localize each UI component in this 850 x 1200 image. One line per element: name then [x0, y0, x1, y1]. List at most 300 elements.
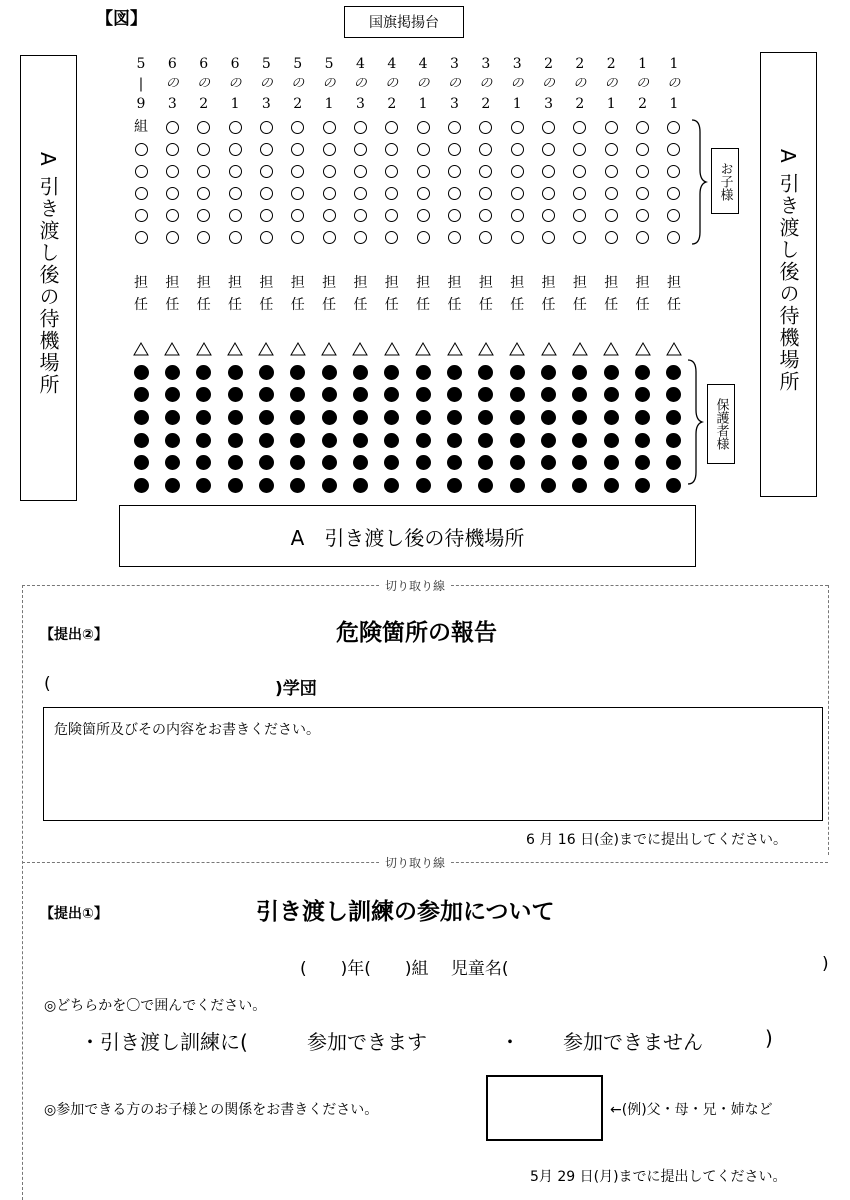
child-position-marker: [636, 121, 649, 134]
class-grade-number: 6: [230, 56, 240, 72]
teacher-label: 任: [604, 297, 619, 313]
guardian-position-marker: [353, 433, 368, 448]
child-position-marker: [417, 187, 430, 200]
child-position-marker: [229, 187, 242, 200]
guardian-position-marker: [604, 433, 619, 448]
teacher-label: 担: [447, 275, 462, 291]
cut-line-left: [22, 585, 23, 1200]
guardians-label: 保護者様: [707, 384, 735, 464]
guardians-brace: [684, 358, 706, 486]
teacher-label: 任: [290, 297, 305, 313]
class-kind-label: 組: [134, 119, 148, 135]
teacher-label: 担: [165, 275, 180, 291]
teacher-label: 担: [572, 275, 587, 291]
child-position-marker: [605, 231, 618, 244]
form2-deadline: 6 月 16 日(金)までに提出してください。: [526, 832, 787, 848]
guardian-position-marker: [416, 410, 431, 425]
class-column: [598, 54, 624, 497]
relation-input-box[interactable]: [486, 1075, 603, 1141]
child-position-marker: [229, 165, 242, 178]
guardian-position-marker: [447, 433, 462, 448]
child-position-marker: [636, 187, 649, 200]
teacher-position-marker: [666, 342, 682, 356]
child-position-marker: [229, 231, 242, 244]
child-position-marker: [511, 143, 524, 156]
class-room-number: 1: [230, 96, 240, 112]
guardian-position-marker: [541, 433, 556, 448]
class-room-number: 2: [638, 96, 648, 112]
child-position-marker: [573, 143, 586, 156]
class-column: [379, 54, 405, 497]
guardian-position-marker: [541, 410, 556, 425]
guardian-position-marker: [384, 478, 399, 493]
guardian-position-marker: [165, 433, 180, 448]
child-position-marker: [667, 187, 680, 200]
class-grade-number: 4: [387, 56, 397, 72]
guardian-position-marker: [134, 433, 149, 448]
teacher-label: 任: [478, 297, 493, 313]
child-position-marker: [323, 231, 336, 244]
child-position-marker: [667, 209, 680, 222]
child-position-marker: [636, 231, 649, 244]
teacher-position-marker: [635, 342, 651, 356]
guardian-position-marker: [541, 455, 556, 470]
class-column: [347, 54, 373, 497]
child-position-marker: [354, 209, 367, 222]
guardian-position-marker: [666, 410, 681, 425]
class-separator: の: [353, 76, 367, 91]
teacher-label: 担: [510, 275, 525, 291]
child-position-marker: [542, 231, 555, 244]
option-attend[interactable]: 参加できます: [307, 1030, 427, 1054]
class-column: [410, 54, 436, 497]
student-info-line[interactable]: ( )年( )組 児童名(: [300, 959, 509, 979]
guardian-position-marker: [510, 478, 525, 493]
guardian-position-marker: [416, 455, 431, 470]
guardian-position-marker: [478, 365, 493, 380]
class-column: [253, 54, 279, 497]
guardian-position-marker: [572, 455, 587, 470]
teacher-label: 担: [666, 275, 681, 291]
child-position-marker: [667, 165, 680, 178]
guardian-position-marker: [322, 387, 337, 402]
class-grade-number: 6: [167, 56, 177, 72]
child-position-marker: [197, 231, 210, 244]
teacher-label: 担: [134, 275, 148, 291]
class-column: [128, 54, 154, 497]
guardian-position-marker: [134, 455, 149, 470]
guardian-position-marker: [666, 387, 681, 402]
teacher-label: 担: [478, 275, 493, 291]
guardian-position-marker: [196, 478, 211, 493]
teacher-label: 任: [666, 297, 681, 313]
class-column: [630, 54, 656, 497]
wait-area-left-label: A 引き渡し後の待機場所: [36, 152, 60, 397]
child-position-marker: [197, 187, 210, 200]
child-position-marker: [291, 187, 304, 200]
child-position-marker: [385, 231, 398, 244]
child-position-marker: [542, 209, 555, 222]
guardian-position-marker: [322, 365, 337, 380]
guardian-position-marker: [228, 387, 243, 402]
child-position-marker: [291, 231, 304, 244]
child-position-marker: [605, 187, 618, 200]
child-position-marker: [605, 209, 618, 222]
class-grade-number: 5: [324, 56, 334, 72]
child-position-marker: [229, 209, 242, 222]
guardian-position-marker: [416, 478, 431, 493]
guardian-position-marker: [165, 387, 180, 402]
class-separator: の: [197, 76, 211, 91]
guardian-position-marker: [353, 410, 368, 425]
teacher-label: 任: [259, 297, 274, 313]
guardian-position-marker: [572, 410, 587, 425]
guardian-position-marker: [228, 365, 243, 380]
child-position-marker: [511, 209, 524, 222]
teacher-position-marker: [384, 342, 400, 356]
guardian-position-marker: [228, 455, 243, 470]
child-position-marker: [448, 187, 461, 200]
guardian-position-marker: [353, 387, 368, 402]
child-position-marker: [511, 165, 524, 178]
child-position-marker: [323, 165, 336, 178]
child-position-marker: [479, 165, 492, 178]
form1-title: 引き渡し訓練の参加について: [256, 899, 555, 925]
cut-line-label-2: 切り取り線: [379, 854, 451, 871]
class-grade-number: 5: [261, 56, 271, 72]
figure-label: 【図】: [96, 9, 147, 29]
teacher-label: 担: [416, 275, 431, 291]
child-position-marker: [605, 165, 618, 178]
class-grade-number: 3: [450, 56, 459, 72]
class-column: [567, 54, 593, 497]
child-position-marker: [448, 165, 461, 178]
guardian-position-marker: [165, 410, 180, 425]
teacher-position-marker: [415, 342, 431, 356]
teacher-position-marker: [133, 342, 149, 356]
class-separator: の: [542, 76, 556, 91]
form2-tag: 【提出②】: [40, 627, 108, 643]
class-separator: の: [259, 76, 273, 91]
guardian-position-marker: [384, 365, 399, 380]
class-separator: の: [228, 76, 242, 91]
option-separator: ・: [500, 1030, 520, 1054]
guardian-position-marker: [447, 387, 462, 402]
class-column: [159, 54, 185, 497]
child-position-marker: [385, 121, 398, 134]
child-position-marker: [573, 165, 586, 178]
guardian-position-marker: [447, 478, 462, 493]
class-column: [504, 54, 530, 497]
guardian-position-marker: [290, 478, 305, 493]
child-position-marker: [135, 187, 148, 200]
teacher-label: 担: [322, 275, 337, 291]
attend-prefix: ・引き渡し訓練に(: [80, 1030, 248, 1054]
guardian-position-marker: [228, 433, 243, 448]
guardian-position-marker: [416, 365, 431, 380]
class-grade-number: 3: [481, 56, 491, 72]
guardian-position-marker: [635, 410, 650, 425]
guardian-position-marker: [196, 387, 211, 402]
instruction-relation: ◎参加できる方のお子様との関係をお書きください。: [44, 1102, 379, 1118]
teacher-label: 任: [416, 297, 431, 313]
class-column: [222, 54, 248, 497]
class-grade-number: 5: [293, 56, 303, 72]
child-position-marker: [323, 143, 336, 156]
cut-line-right: [828, 585, 829, 855]
guardian-position-marker: [259, 455, 274, 470]
guardian-position-marker: [478, 410, 493, 425]
guardian-position-marker: [510, 387, 525, 402]
class-separator: の: [165, 76, 179, 91]
child-position-marker: [479, 143, 492, 156]
teacher-label: 担: [384, 275, 399, 291]
class-separator: の: [385, 76, 399, 91]
teacher-label: 担: [259, 275, 274, 291]
child-position-marker: [667, 121, 680, 134]
option-not-attend[interactable]: 参加できません: [563, 1030, 703, 1054]
child-position-marker: [573, 121, 586, 134]
teacher-label: 任: [228, 297, 243, 313]
wait-area-right-label: A 引き渡し後の待機場所: [776, 149, 800, 394]
teacher-position-marker: [603, 342, 619, 356]
child-position-marker: [260, 121, 273, 134]
child-position-marker: [511, 121, 524, 134]
class-grade-number: 1: [669, 56, 679, 72]
teacher-position-marker: [321, 342, 337, 356]
teacher-label: 担: [604, 275, 619, 291]
guardian-position-marker: [322, 478, 337, 493]
teacher-label: 任: [165, 297, 180, 313]
class-separator: の: [447, 76, 461, 91]
guardian-position-marker: [541, 365, 556, 380]
child-position-marker: [479, 231, 492, 244]
child-position-marker: [197, 121, 210, 134]
guardian-position-marker: [228, 478, 243, 493]
child-position-marker: [354, 231, 367, 244]
teacher-position-marker: [290, 342, 306, 356]
child-position-marker: [291, 121, 304, 134]
guardian-position-marker: [290, 387, 305, 402]
class-column: [191, 54, 217, 497]
child-position-marker: [291, 165, 304, 178]
class-separator: の: [416, 76, 430, 91]
child-position-marker: [605, 143, 618, 156]
guardian-position-marker: [384, 433, 399, 448]
child-position-marker: [605, 121, 618, 134]
guardian-position-marker: [541, 387, 556, 402]
child-position-marker: [573, 187, 586, 200]
teacher-label: 任: [572, 297, 587, 313]
class-grade-number: 1: [638, 56, 648, 72]
child-position-marker: [417, 209, 430, 222]
guardian-position-marker: [510, 410, 525, 425]
child-position-marker: [636, 143, 649, 156]
class-separator: |: [138, 76, 144, 92]
teacher-label: 任: [635, 297, 650, 313]
class-grade-number: 3: [512, 56, 522, 72]
child-position-marker: [260, 165, 273, 178]
child-position-marker: [197, 209, 210, 222]
hazard-report-box[interactable]: [43, 707, 823, 821]
child-position-marker: [542, 165, 555, 178]
guardian-position-marker: [666, 478, 681, 493]
guardian-position-marker: [572, 387, 587, 402]
class-room-number: 3: [355, 96, 365, 112]
guardian-position-marker: [666, 365, 681, 380]
teacher-label: 任: [322, 297, 337, 313]
flag-stand-label: 国旗掲揚台: [369, 15, 439, 31]
teacher-position-marker: [572, 342, 588, 356]
guardian-position-marker: [290, 433, 305, 448]
child-position-marker: [291, 143, 304, 156]
child-position-marker: [511, 187, 524, 200]
instruction-circle: ◎どちらかを〇で囲んでください。: [44, 998, 267, 1014]
child-position-marker: [260, 231, 273, 244]
guardian-position-marker: [384, 410, 399, 425]
child-position-marker: [667, 143, 680, 156]
child-position-marker: [354, 165, 367, 178]
class-room-number: 2: [293, 96, 303, 112]
relation-example: ←(例)父・母・兄・姉など: [610, 1102, 773, 1118]
child-position-marker: [166, 121, 179, 134]
class-grade-number: 2: [575, 56, 585, 72]
class-room-number: 1: [324, 96, 334, 112]
child-position-marker: [229, 121, 242, 134]
guardian-position-marker: [604, 478, 619, 493]
child-position-marker: [166, 165, 179, 178]
child-position-marker: [385, 187, 398, 200]
class-separator: の: [322, 76, 336, 91]
child-position-marker: [479, 187, 492, 200]
class-column: [316, 54, 342, 497]
guardian-position-marker: [447, 455, 462, 470]
cut-line-label-1: 切り取り線: [379, 577, 451, 594]
form1-tag: 【提出①】: [40, 906, 108, 922]
child-position-marker: [667, 231, 680, 244]
guardian-position-marker: [635, 365, 650, 380]
guardian-position-marker: [635, 478, 650, 493]
class-grade-number: 4: [355, 56, 365, 72]
guardian-position-marker: [478, 387, 493, 402]
guardian-position-marker: [290, 455, 305, 470]
class-room-number: 1: [606, 96, 616, 112]
teacher-position-marker: [227, 342, 243, 356]
guardian-position-marker: [259, 387, 274, 402]
guardian-position-marker: [604, 365, 619, 380]
class-room-number: 2: [481, 96, 491, 112]
teacher-label: 任: [447, 297, 462, 313]
guardian-position-marker: [134, 478, 149, 493]
guardian-position-marker: [635, 387, 650, 402]
teacher-label: 担: [635, 275, 650, 291]
hazard-report-prompt: 危険箇所及びその内容をお書きください。: [54, 722, 320, 738]
child-position-marker: [448, 231, 461, 244]
child-position-marker: [636, 209, 649, 222]
teacher-position-marker: [541, 342, 557, 356]
child-position-marker: [636, 165, 649, 178]
class-separator: の: [291, 76, 305, 91]
guardian-position-marker: [134, 410, 149, 425]
guardian-position-marker: [290, 365, 305, 380]
guardian-position-marker: [478, 478, 493, 493]
wait-area-bottom-label: A 引き渡し後の待機場所: [290, 525, 525, 550]
class-separator: の: [510, 76, 524, 91]
class-room-number: 2: [387, 96, 397, 112]
child-position-marker: [479, 209, 492, 222]
class-room-number: 3: [261, 96, 271, 112]
teacher-position-marker: [447, 342, 463, 356]
child-position-marker: [542, 121, 555, 134]
attend-close: ): [765, 1026, 773, 1050]
child-position-marker: [385, 165, 398, 178]
guardian-position-marker: [196, 365, 211, 380]
child-position-marker: [385, 209, 398, 222]
class-separator: の: [479, 76, 493, 91]
guardian-position-marker: [604, 455, 619, 470]
teacher-label: 担: [228, 275, 243, 291]
guardian-position-marker: [416, 433, 431, 448]
guardian-position-marker: [196, 410, 211, 425]
guardian-position-marker: [447, 410, 462, 425]
guardian-position-marker: [447, 365, 462, 380]
guardian-position-marker: [384, 387, 399, 402]
teacher-label: 任: [541, 297, 556, 313]
child-position-marker: [291, 209, 304, 222]
teacher-label: 担: [290, 275, 305, 291]
child-position-marker: [197, 165, 210, 178]
guardian-position-marker: [134, 387, 149, 402]
guardian-position-marker: [290, 410, 305, 425]
class-room-number: 1: [512, 96, 522, 112]
class-room-number: 3: [544, 96, 553, 112]
guardian-position-marker: [510, 433, 525, 448]
class-grade-number: 4: [418, 56, 428, 72]
guardian-position-marker: [416, 387, 431, 402]
child-position-marker: [479, 121, 492, 134]
teacher-label: 担: [353, 275, 368, 291]
child-position-marker: [135, 231, 148, 244]
guardian-position-marker: [134, 365, 149, 380]
child-position-marker: [542, 187, 555, 200]
teacher-label: 任: [353, 297, 368, 313]
class-separator: の: [667, 76, 681, 91]
teacher-label: 担: [196, 275, 211, 291]
class-grade-number: 2: [544, 56, 553, 72]
child-position-marker: [229, 143, 242, 156]
teacher-position-marker: [509, 342, 525, 356]
child-position-marker: [448, 209, 461, 222]
guardian-position-marker: [259, 478, 274, 493]
guardian-position-marker: [635, 455, 650, 470]
guardian-position-marker: [572, 478, 587, 493]
child-position-marker: [354, 121, 367, 134]
guardian-position-marker: [165, 478, 180, 493]
guardian-position-marker: [259, 410, 274, 425]
child-position-marker: [166, 209, 179, 222]
child-position-marker: [354, 143, 367, 156]
class-column: [473, 54, 499, 497]
class-room-number: 3: [167, 96, 177, 112]
child-position-marker: [135, 209, 148, 222]
guardian-position-marker: [353, 365, 368, 380]
guardian-position-marker: [572, 433, 587, 448]
child-position-marker: [166, 143, 179, 156]
guardian-position-marker: [666, 433, 681, 448]
teacher-label: 任: [134, 297, 148, 313]
teacher-position-marker: [258, 342, 274, 356]
guardian-position-marker: [510, 365, 525, 380]
